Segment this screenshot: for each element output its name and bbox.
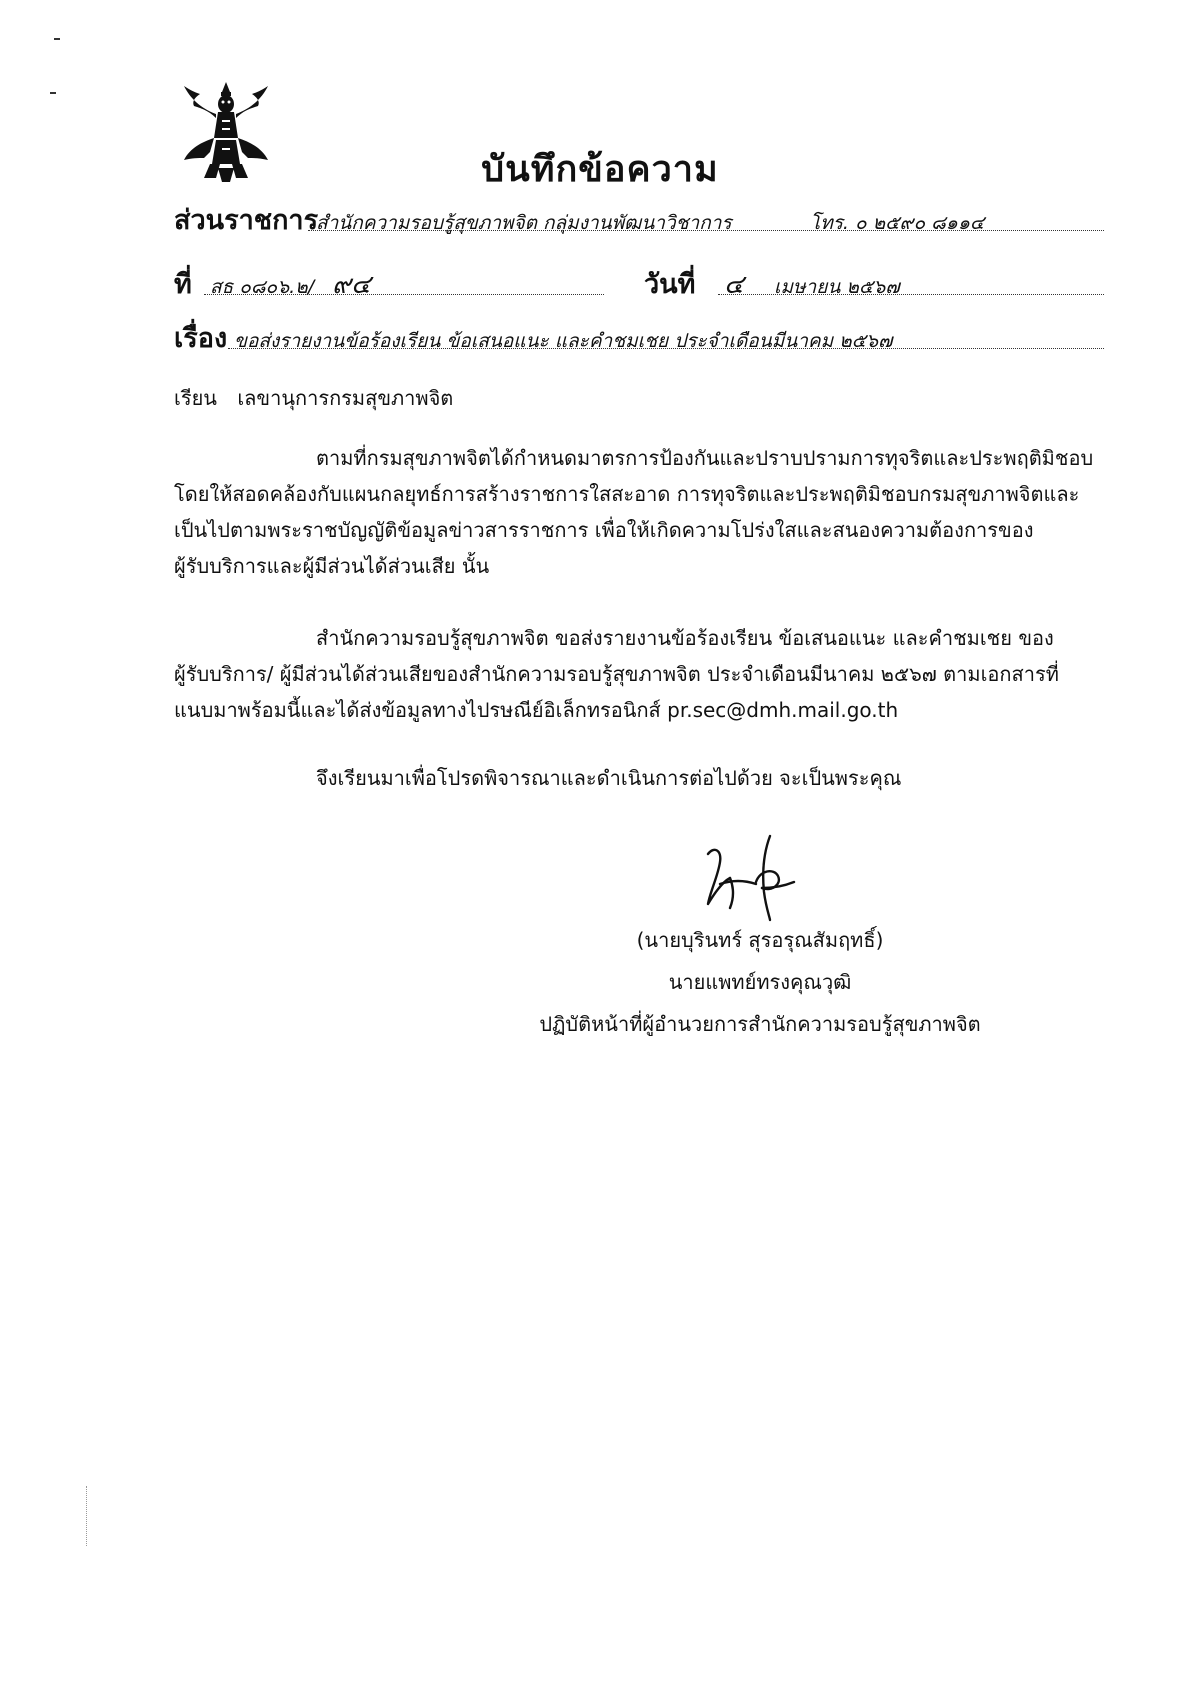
- page-title: บันทึกข้อความ: [481, 149, 719, 190]
- signer-role: ปฏิบัติหน้าที่ผู้อำนวยการสำนักความรอบรู้สุขภาพจิต: [539, 1012, 981, 1036]
- date-label: วันที่: [644, 269, 696, 300]
- salutation-value: เลขานุการกรมสุขภาพจิต: [237, 386, 454, 410]
- paragraph-line: โดยให้สอดคล้องกับแผนกลยุทธ์การสร้างราชการใสสะอาด การทุจริตและประพฤติมิชอบกรมสุขภาพจิตและ: [174, 482, 1080, 506]
- agency-value: สำนักความรอบรู้สุขภาพจิต กลุ่มงานพัฒนาวิชาการ: [316, 212, 732, 234]
- date-day: ๔: [724, 270, 744, 300]
- paragraph-line: สำนักความรอบรู้สุขภาพจิต ขอส่งรายงานข้อร้องเรียน ข้อเสนอแนะ และคำชมเชย ของ: [316, 626, 1054, 650]
- signer-name: (นายบุรินทร์ สุรอรุณสัมฤทธิ์): [636, 928, 884, 952]
- paragraph-line: ผู้รับบริการ/ ผู้มีส่วนได้ส่วนเสียของสำนักความรอบรู้สุขภาพจิต ประจำเดือนมีนาคม ๒๕๖๗ ตามเอกสารที่: [174, 662, 1059, 686]
- reference-value: สธ ๐๘๐๖.๒/: [210, 276, 315, 298]
- reference-number: ๙๔: [332, 270, 371, 300]
- agency-label: ส่วนราชการ: [174, 205, 319, 236]
- subject-label: เรื่อง: [174, 323, 228, 354]
- scan-mark: [50, 92, 56, 94]
- subject-value: ขอส่งรายงานข้อร้องเรียน ข้อเสนอแนะ และคำชมเชย ประจำเดือนมีนาคม ๒๕๖๗: [234, 330, 893, 352]
- closing-line: จึงเรียนมาเพื่อโปรดพิจารณาและดำเนินการต่อไปด้วย จะเป็นพระคุณ: [316, 766, 902, 790]
- body-paragraph: [174, 620, 1104, 728]
- phone-value: โทร. ๐ ๒๕๙๐ ๘๑๑๔: [810, 212, 985, 234]
- date-value: เมษายน ๒๕๖๗: [774, 276, 900, 298]
- scan-mark: [86, 1486, 88, 1546]
- reference-row: [174, 262, 1104, 302]
- scan-mark: [54, 38, 60, 40]
- salutation-label: เรียน: [174, 386, 217, 410]
- agency-row: [174, 198, 1104, 238]
- subject-row: [174, 316, 1104, 356]
- handwritten-signature: [700, 832, 810, 922]
- signer-position: นายแพทย์ทรงคุณวุฒิ: [668, 970, 852, 994]
- paragraph-line: ผู้รับบริการและผู้มีส่วนได้ส่วนเสีย นั้น: [174, 554, 490, 578]
- paragraph-line: เป็นไปตามพระราชบัญญัติข้อมูลข่าวสารราชการ เพื่อให้เกิดความโปร่งใสและสนองความต้องการของ: [174, 518, 1034, 542]
- body-paragraph: [174, 440, 1104, 584]
- paragraph-line: ตามที่กรมสุขภาพจิตได้กำหนดมาตรการป้องกันและปราบปรามการทุจริตและประพฤติมิชอบ: [316, 446, 1094, 470]
- salutation: [174, 380, 453, 416]
- reference-label: ที่: [174, 269, 192, 300]
- paragraph-line: แนบมาพร้อมนี้และได้ส่งข้อมูลทางไปรษณีย์อิเล็กทรอนิกส์ pr.sec@dmh.mail.go.th: [174, 698, 899, 722]
